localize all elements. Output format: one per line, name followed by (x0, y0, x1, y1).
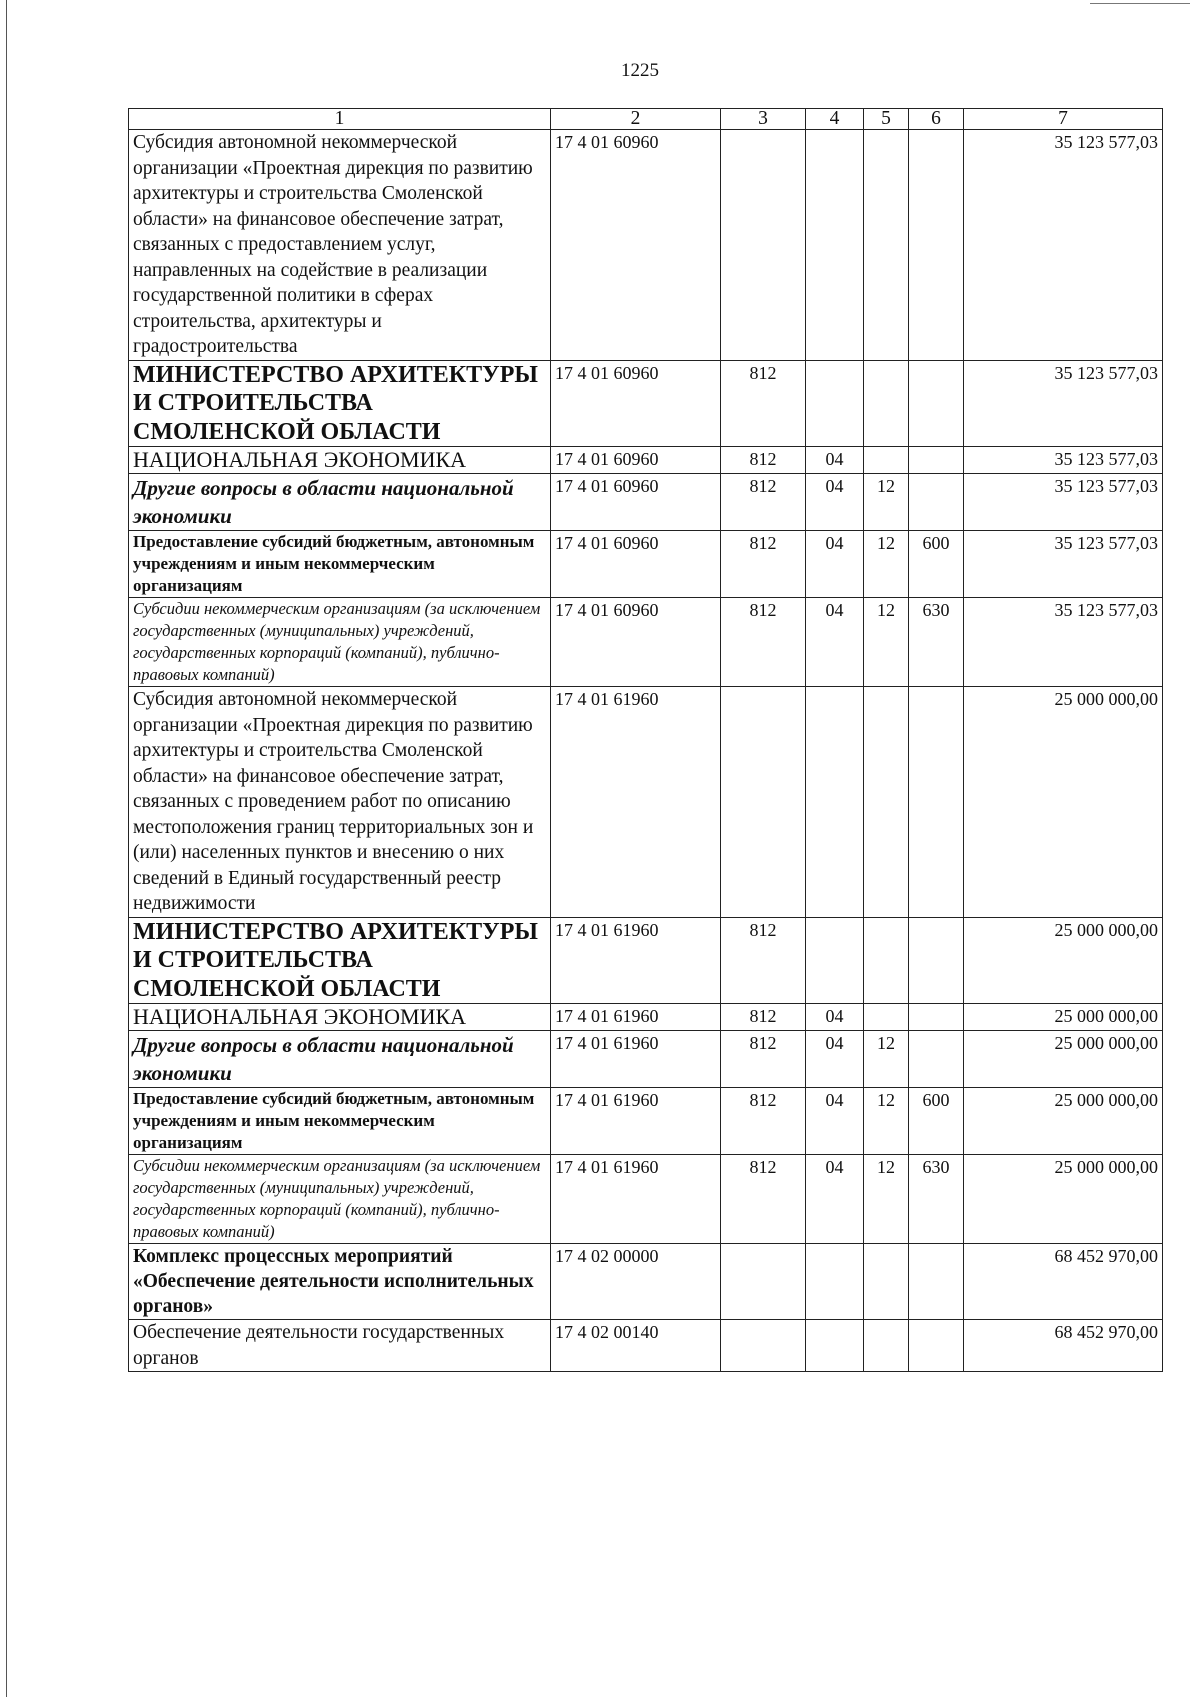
row-name-cell: Субсидии некоммерческим организациям (за исключением государственных (муниципальных) учреждений, государственных корпораций (компаний), публично-правовых компаний) (129, 598, 551, 687)
row-col3-cell: 812 (721, 1155, 806, 1244)
row-col5-cell (864, 1320, 909, 1372)
table-row (129, 1088, 1163, 1155)
row-col6-cell (909, 360, 964, 447)
header-col-2: 2 (551, 109, 721, 130)
row-col4-cell: 04 (806, 1155, 864, 1244)
row-col4-cell (806, 130, 864, 361)
row-col3-cell: 812 (721, 360, 806, 447)
row-amount-cell: 25 000 000,00 (964, 917, 1163, 1004)
row-col6-cell (909, 917, 964, 1004)
table-body (129, 130, 1163, 1372)
row-amount-cell: 35 123 577,03 (964, 447, 1163, 474)
table-row (129, 1004, 1163, 1031)
table-row (129, 687, 1163, 918)
row-name-cell: МИНИСТЕРСТВО АРХИТЕКТУРЫ И СТРОИТЕЛЬСТВА СМОЛЕНСКОЙ ОБЛАСТИ (129, 360, 551, 447)
table-row (129, 1320, 1163, 1372)
row-col6-cell: 630 (909, 598, 964, 687)
header-col-7: 7 (964, 109, 1163, 130)
table-row (129, 447, 1163, 474)
row-col4-cell (806, 1320, 864, 1372)
row-col6-cell (909, 474, 964, 531)
row-name-cell: Другие вопросы в области национальной экономики (129, 1031, 551, 1088)
row-col3-cell: 812 (721, 1031, 806, 1088)
row-col6-cell (909, 687, 964, 918)
row-amount-cell: 35 123 577,03 (964, 474, 1163, 531)
row-amount-cell: 35 123 577,03 (964, 531, 1163, 598)
row-amount-cell: 35 123 577,03 (964, 130, 1163, 361)
header-col-4: 4 (806, 109, 864, 130)
row-col6-cell (909, 447, 964, 474)
row-col4-cell (806, 917, 864, 1004)
row-col5-cell (864, 130, 909, 361)
row-col5-cell: 12 (864, 531, 909, 598)
page-number: 1225 (621, 60, 659, 81)
row-col5-cell (864, 687, 909, 918)
row-col4-cell: 04 (806, 474, 864, 531)
row-col4-cell (806, 687, 864, 918)
row-amount-cell: 35 123 577,03 (964, 598, 1163, 687)
row-col3-cell (721, 130, 806, 361)
row-col5-cell: 12 (864, 598, 909, 687)
row-col6-cell: 600 (909, 1088, 964, 1155)
row-name-cell: Другие вопросы в области национальной экономики (129, 474, 551, 531)
table-header-row (129, 109, 1163, 130)
row-col5-cell: 12 (864, 474, 909, 531)
row-amount-cell: 68 452 970,00 (964, 1244, 1163, 1320)
row-code-cell: 17 4 01 60960 (551, 447, 721, 474)
row-amount-cell: 68 452 970,00 (964, 1320, 1163, 1372)
table-row (129, 130, 1163, 361)
header-col-3: 3 (721, 109, 806, 130)
row-code-cell: 17 4 01 60960 (551, 130, 721, 361)
row-name-cell: НАЦИОНАЛЬНАЯ ЭКОНОМИКА (129, 447, 551, 474)
row-name-cell: Предоставление субсидий бюджетным, автономным учреждениям и иным некоммерческим организациям (129, 531, 551, 598)
row-amount-cell: 25 000 000,00 (964, 687, 1163, 918)
scan-edge-line (6, 0, 7, 1697)
row-col6-cell (909, 1031, 964, 1088)
row-col3-cell (721, 1320, 806, 1372)
row-col4-cell: 04 (806, 447, 864, 474)
table-row (129, 917, 1163, 1004)
row-col5-cell (864, 360, 909, 447)
row-col3-cell (721, 687, 806, 918)
row-amount-cell: 25 000 000,00 (964, 1155, 1163, 1244)
row-col6-cell (909, 130, 964, 361)
row-code-cell: 17 4 02 00140 (551, 1320, 721, 1372)
row-code-cell: 17 4 01 60960 (551, 360, 721, 447)
row-col4-cell: 04 (806, 1031, 864, 1088)
table-row (129, 1244, 1163, 1320)
row-col5-cell: 12 (864, 1031, 909, 1088)
row-name-cell: Предоставление субсидий бюджетным, автономным учреждениям и иным некоммерческим организациям (129, 1088, 551, 1155)
row-col6-cell: 600 (909, 531, 964, 598)
row-code-cell: 17 4 02 00000 (551, 1244, 721, 1320)
row-col3-cell: 812 (721, 447, 806, 474)
row-col3-cell: 812 (721, 1004, 806, 1031)
row-name-cell: МИНИСТЕРСТВО АРХИТЕКТУРЫ И СТРОИТЕЛЬСТВА СМОЛЕНСКОЙ ОБЛАСТИ (129, 917, 551, 1004)
scan-top-line (1090, 3, 1190, 4)
row-name-cell: Субсидия автономной некоммерческой организации «Проектная дирекция по развитию архитектуры и строительства Смоленской области» на финансовое обеспечение затрат, связанных с предоставлением услуг, направленных на содействие в реализации государственной политики в сферах строительства, архитектуры и градостроительства (129, 130, 551, 361)
row-col3-cell: 812 (721, 917, 806, 1004)
row-code-cell: 17 4 01 60960 (551, 474, 721, 531)
row-col5-cell (864, 917, 909, 1004)
row-col4-cell: 04 (806, 1004, 864, 1031)
row-col6-cell (909, 1244, 964, 1320)
row-col3-cell: 812 (721, 531, 806, 598)
row-name-cell: Комплекс процессных мероприятий «Обеспечение деятельности исполнительных органов» (129, 1244, 551, 1320)
row-amount-cell: 25 000 000,00 (964, 1031, 1163, 1088)
header-col-6: 6 (909, 109, 964, 130)
row-col4-cell: 04 (806, 1088, 864, 1155)
row-name-cell: Субсидия автономной некоммерческой организации «Проектная дирекция по развитию архитектуры и строительства Смоленской области» на финансовое обеспечение затрат, связанных с проведением работ по описанию местоположения границ территориальных зон и (или) населенных пунктов и внесению о них сведений в Единый государственный реестр недвижимости (129, 687, 551, 918)
row-col6-cell (909, 1004, 964, 1031)
row-code-cell: 17 4 01 61960 (551, 1155, 721, 1244)
row-name-cell: Обеспечение деятельности государственных органов (129, 1320, 551, 1372)
row-col3-cell: 812 (721, 598, 806, 687)
row-col4-cell (806, 1244, 864, 1320)
table-row (129, 598, 1163, 687)
row-col3-cell (721, 1244, 806, 1320)
table-row (129, 474, 1163, 531)
row-code-cell: 17 4 01 61960 (551, 1004, 721, 1031)
row-col4-cell: 04 (806, 598, 864, 687)
row-col5-cell (864, 1244, 909, 1320)
table-row (129, 1031, 1163, 1088)
row-name-cell: Субсидии некоммерческим организациям (за исключением государственных (муниципальных) учреждений, государственных корпораций (компаний), публично-правовых компаний) (129, 1155, 551, 1244)
row-col3-cell: 812 (721, 1088, 806, 1155)
row-col6-cell (909, 1320, 964, 1372)
row-col4-cell (806, 360, 864, 447)
row-col4-cell: 04 (806, 531, 864, 598)
row-col6-cell: 630 (909, 1155, 964, 1244)
row-col5-cell: 12 (864, 1088, 909, 1155)
header-col-1: 1 (129, 109, 551, 130)
row-code-cell: 17 4 01 60960 (551, 531, 721, 598)
table-row (129, 531, 1163, 598)
header-col-5: 5 (864, 109, 909, 130)
row-code-cell: 17 4 01 61960 (551, 1088, 721, 1155)
row-col5-cell (864, 447, 909, 474)
row-col5-cell (864, 1004, 909, 1031)
row-code-cell: 17 4 01 61960 (551, 917, 721, 1004)
table-row (129, 1155, 1163, 1244)
row-code-cell: 17 4 01 60960 (551, 598, 721, 687)
row-col5-cell: 12 (864, 1155, 909, 1244)
table-row (129, 360, 1163, 447)
row-amount-cell: 25 000 000,00 (964, 1088, 1163, 1155)
row-code-cell: 17 4 01 61960 (551, 1031, 721, 1088)
row-amount-cell: 35 123 577,03 (964, 360, 1163, 447)
row-name-cell: НАЦИОНАЛЬНАЯ ЭКОНОМИКА (129, 1004, 551, 1031)
row-code-cell: 17 4 01 61960 (551, 687, 721, 918)
budget-table (128, 108, 1163, 1372)
row-amount-cell: 25 000 000,00 (964, 1004, 1163, 1031)
row-col3-cell: 812 (721, 474, 806, 531)
